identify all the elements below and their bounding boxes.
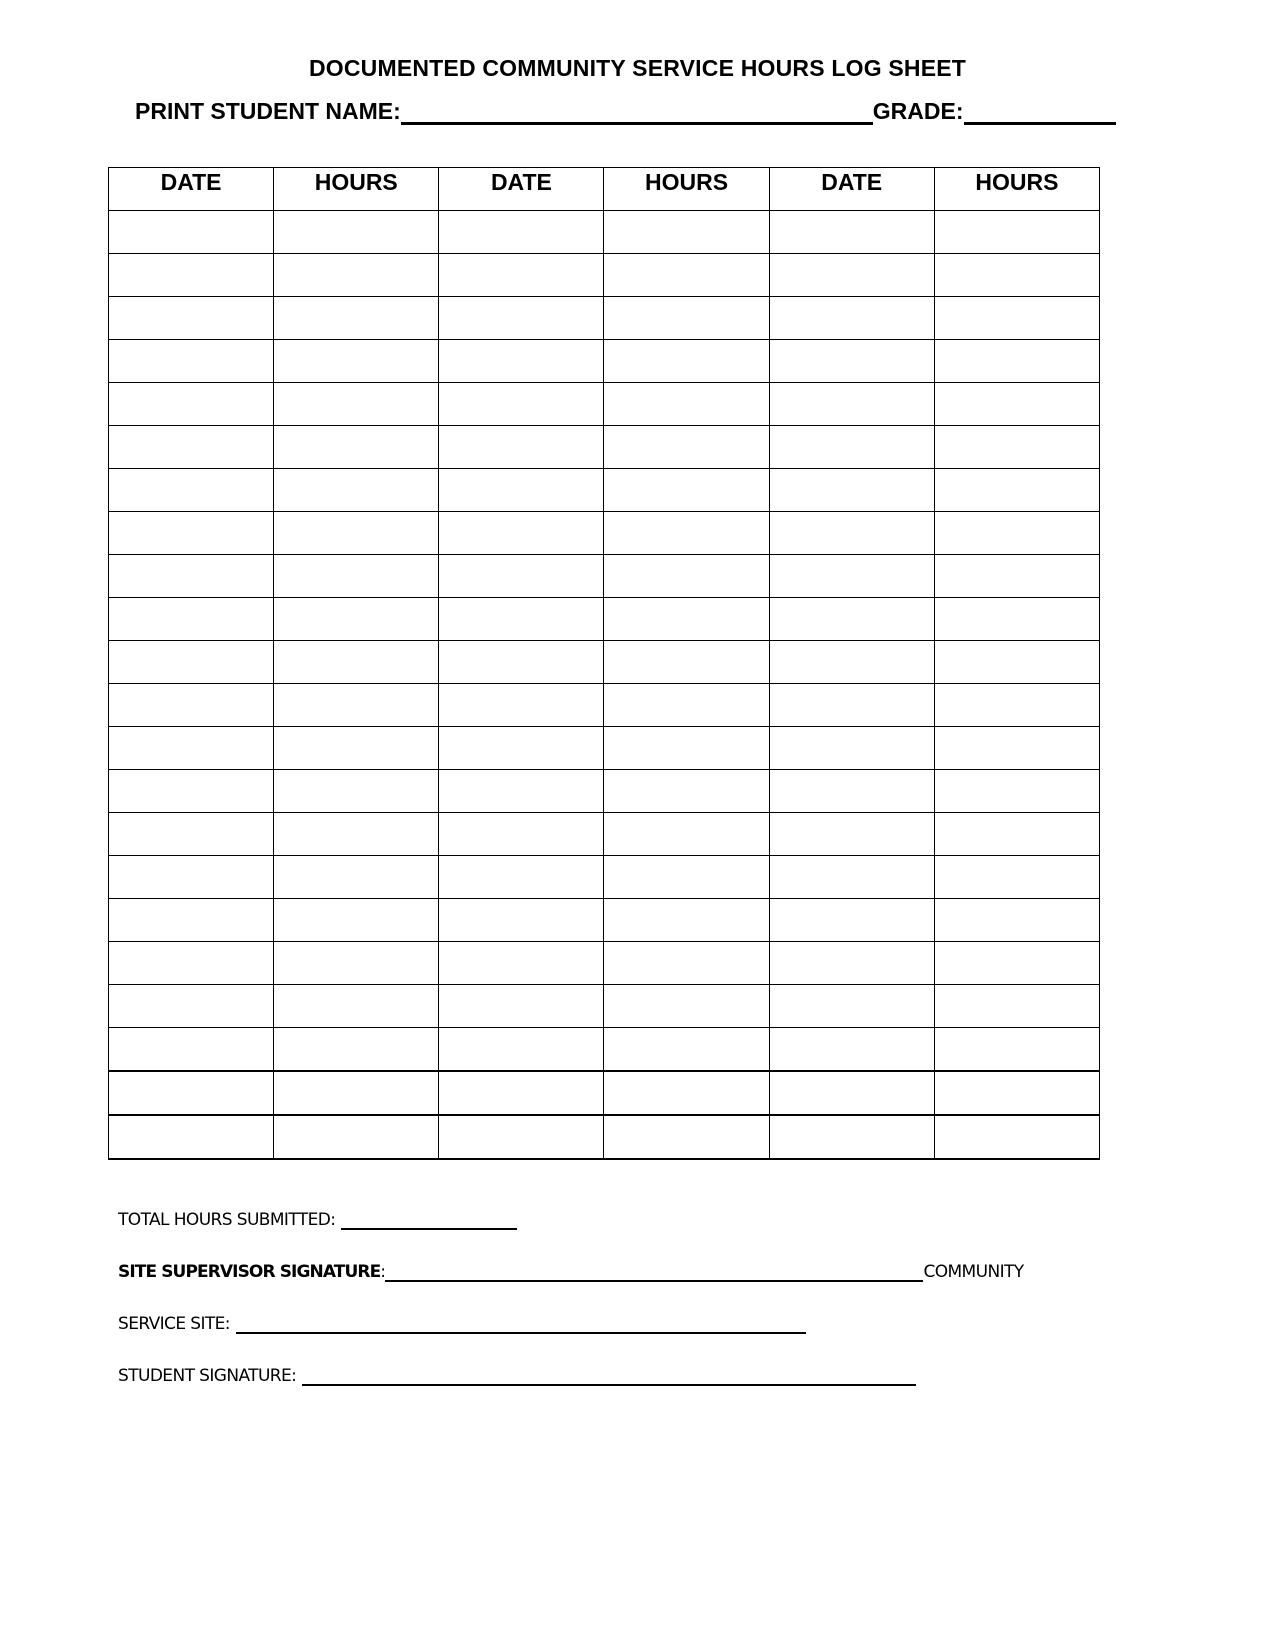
student-name-field[interactable] [401,100,873,125]
date-cell[interactable] [439,297,604,340]
service-site-row [118,1314,806,1334]
date-cell[interactable] [109,1115,274,1159]
hours-cell[interactable] [604,598,769,641]
date-cell[interactable] [439,512,604,555]
date-cell[interactable] [439,684,604,727]
date-cell[interactable] [769,641,934,684]
hours-cell[interactable] [934,641,1099,684]
hours-cell[interactable] [274,340,439,383]
hours-cell[interactable] [934,598,1099,641]
hours-cell[interactable] [604,770,769,813]
table-row [109,254,1100,297]
hours-cell[interactable] [934,340,1099,383]
hours-cell[interactable] [604,383,769,426]
date-cell[interactable] [769,770,934,813]
hours-cell[interactable] [274,684,439,727]
date-cell[interactable] [109,899,274,942]
table-row [109,813,1100,856]
hours-cell[interactable] [934,770,1099,813]
hours-cell[interactable] [934,727,1099,770]
date-cell[interactable] [769,297,934,340]
date-cell[interactable] [439,340,604,383]
total-hours-label: TOTAL HOURS SUBMITTED: [118,1210,336,1230]
table-header-row [109,168,1100,211]
date-cell[interactable] [439,383,604,426]
date-cell[interactable] [439,727,604,770]
total-hours-row [118,1210,517,1230]
date-cell[interactable] [769,727,934,770]
hours-cell[interactable] [604,1028,769,1072]
hours-cell[interactable] [274,641,439,684]
hours-cell[interactable] [604,856,769,899]
date-cell[interactable] [769,942,934,985]
date-cell[interactable] [769,985,934,1028]
date-cell[interactable] [769,211,934,254]
hours-cell[interactable] [934,555,1099,598]
date-cell[interactable] [439,813,604,856]
table-row [109,1071,1100,1115]
student-signature-label: STUDENT SIGNATURE: [118,1366,297,1386]
column-header-hours-3: HOURS [934,168,1099,211]
date-cell[interactable] [109,555,274,598]
column-header-hours-2: HOURS [604,168,769,211]
date-cell[interactable] [769,899,934,942]
table-row [109,727,1100,770]
date-cell[interactable] [769,555,934,598]
supervisor-signature-row [118,1262,1024,1282]
table-row [109,297,1100,340]
hours-cell[interactable] [604,254,769,297]
hours-cell[interactable] [274,383,439,426]
date-cell[interactable] [439,469,604,512]
hours-cell[interactable] [934,813,1099,856]
table-row [109,942,1100,985]
date-cell[interactable] [439,641,604,684]
date-cell[interactable] [769,856,934,899]
date-cell[interactable] [109,641,274,684]
date-cell[interactable] [769,1028,934,1072]
date-cell[interactable] [439,985,604,1028]
hours-cell[interactable] [604,942,769,985]
date-cell[interactable] [439,856,604,899]
hours-cell[interactable] [274,254,439,297]
student-signature-field[interactable] [302,1366,916,1386]
date-cell[interactable] [769,469,934,512]
student-signature-row [118,1366,916,1386]
table-row [109,555,1100,598]
date-cell[interactable] [769,598,934,641]
date-cell[interactable] [769,1115,934,1159]
hours-cell[interactable] [274,856,439,899]
hours-cell[interactable] [274,899,439,942]
hours-cell[interactable] [274,426,439,469]
table-row [109,856,1100,899]
date-cell[interactable] [769,383,934,426]
student-name-label: PRINT STUDENT NAME: [135,98,401,124]
date-cell[interactable] [439,1115,604,1159]
date-cell[interactable] [439,899,604,942]
total-hours-field[interactable] [341,1210,517,1230]
hours-cell[interactable] [934,254,1099,297]
column-header-date-3: DATE [769,168,934,211]
date-cell[interactable] [439,770,604,813]
service-site-label: SERVICE SITE: [118,1314,230,1334]
date-cell[interactable] [769,254,934,297]
hours-cell[interactable] [604,1115,769,1159]
hours-cell[interactable] [604,899,769,942]
hours-cell[interactable] [604,641,769,684]
hours-cell[interactable] [934,1115,1099,1159]
column-header-date-2: DATE [439,168,604,211]
hours-cell[interactable] [934,856,1099,899]
date-cell[interactable] [439,942,604,985]
date-cell[interactable] [109,426,274,469]
hours-cell[interactable] [274,555,439,598]
table-row [109,512,1100,555]
hours-cell[interactable] [274,727,439,770]
date-cell[interactable] [109,340,274,383]
date-cell[interactable] [109,469,274,512]
date-cell[interactable] [109,770,274,813]
grade-label: GRADE: [872,98,964,124]
supervisor-signature-field[interactable] [385,1262,923,1282]
date-cell[interactable] [769,512,934,555]
date-cell[interactable] [109,598,274,641]
grade-field[interactable] [964,100,1116,125]
hours-cell[interactable] [934,942,1099,985]
date-cell[interactable] [769,1071,934,1115]
date-cell[interactable] [109,813,274,856]
hours-cell[interactable] [274,469,439,512]
date-cell[interactable] [439,1028,604,1072]
hours-cell[interactable] [934,1071,1099,1115]
date-cell[interactable] [439,211,604,254]
hours-cell[interactable] [274,297,439,340]
date-cell[interactable] [109,254,274,297]
hours-cell[interactable] [274,985,439,1028]
hours-cell[interactable] [274,1028,439,1072]
date-cell[interactable] [769,340,934,383]
date-cell[interactable] [109,856,274,899]
date-cell[interactable] [109,985,274,1028]
table-row [109,684,1100,727]
date-cell[interactable] [109,727,274,770]
date-cell[interactable] [439,426,604,469]
date-cell[interactable] [769,426,934,469]
date-cell[interactable] [109,1028,274,1072]
date-cell[interactable] [109,512,274,555]
hours-cell[interactable] [604,297,769,340]
hours-cell[interactable] [934,899,1099,942]
table-row [109,340,1100,383]
date-cell[interactable] [439,1071,604,1115]
date-cell[interactable] [769,813,934,856]
hours-cell[interactable] [604,340,769,383]
hours-cell[interactable] [934,684,1099,727]
supervisor-signature-colon: : [380,1262,386,1282]
table-row [109,469,1100,512]
hours-cell[interactable] [274,211,439,254]
hours-cell[interactable] [934,985,1099,1028]
date-cell[interactable] [439,598,604,641]
hours-cell[interactable] [604,813,769,856]
column-header-date-1: DATE [109,168,274,211]
community-label: COMMUNITY [923,1262,1024,1282]
date-cell[interactable] [439,254,604,297]
table-body [109,211,1100,1160]
supervisor-signature-label: SITE SUPERVISOR SIGNATURE [118,1262,381,1282]
hours-cell[interactable] [604,985,769,1028]
date-cell[interactable] [109,211,274,254]
hours-cell[interactable] [604,426,769,469]
date-cell[interactable] [109,942,274,985]
hours-cell[interactable] [934,383,1099,426]
table-row [109,1115,1100,1159]
hours-cell[interactable] [604,555,769,598]
date-cell[interactable] [109,297,274,340]
table-row [109,641,1100,684]
hours-cell[interactable] [274,598,439,641]
hours-cell[interactable] [604,1071,769,1115]
table-row [109,899,1100,942]
table-row [109,770,1100,813]
hours-cell[interactable] [934,426,1099,469]
date-cell[interactable] [109,1071,274,1115]
service-site-field[interactable] [236,1314,806,1334]
table-row [109,211,1100,254]
hours-cell[interactable] [604,469,769,512]
student-info-row [135,95,1116,125]
hours-log-table [108,167,1100,1160]
hours-cell[interactable] [274,942,439,985]
hours-cell[interactable] [934,469,1099,512]
date-cell[interactable] [109,684,274,727]
hours-cell[interactable] [604,512,769,555]
date-cell[interactable] [439,555,604,598]
hours-cell[interactable] [934,512,1099,555]
date-cell[interactable] [109,383,274,426]
hours-cell[interactable] [274,770,439,813]
table-row [109,1028,1100,1072]
hours-cell[interactable] [604,727,769,770]
hours-cell[interactable] [274,813,439,856]
column-header-hours-1: HOURS [274,168,439,211]
hours-cell[interactable] [934,1028,1099,1072]
hours-cell[interactable] [274,1071,439,1115]
hours-cell[interactable] [274,512,439,555]
table-row [109,383,1100,426]
hours-cell[interactable] [604,211,769,254]
table-row [109,985,1100,1028]
hours-cell[interactable] [934,297,1099,340]
table-row [109,598,1100,641]
page-title: DOCUMENTED COMMUNITY SERVICE HOURS LOG SHEET [308,55,967,81]
hours-cell[interactable] [604,684,769,727]
hours-cell[interactable] [274,1115,439,1159]
date-cell[interactable] [769,684,934,727]
hours-cell[interactable] [934,211,1099,254]
table-row [109,426,1100,469]
